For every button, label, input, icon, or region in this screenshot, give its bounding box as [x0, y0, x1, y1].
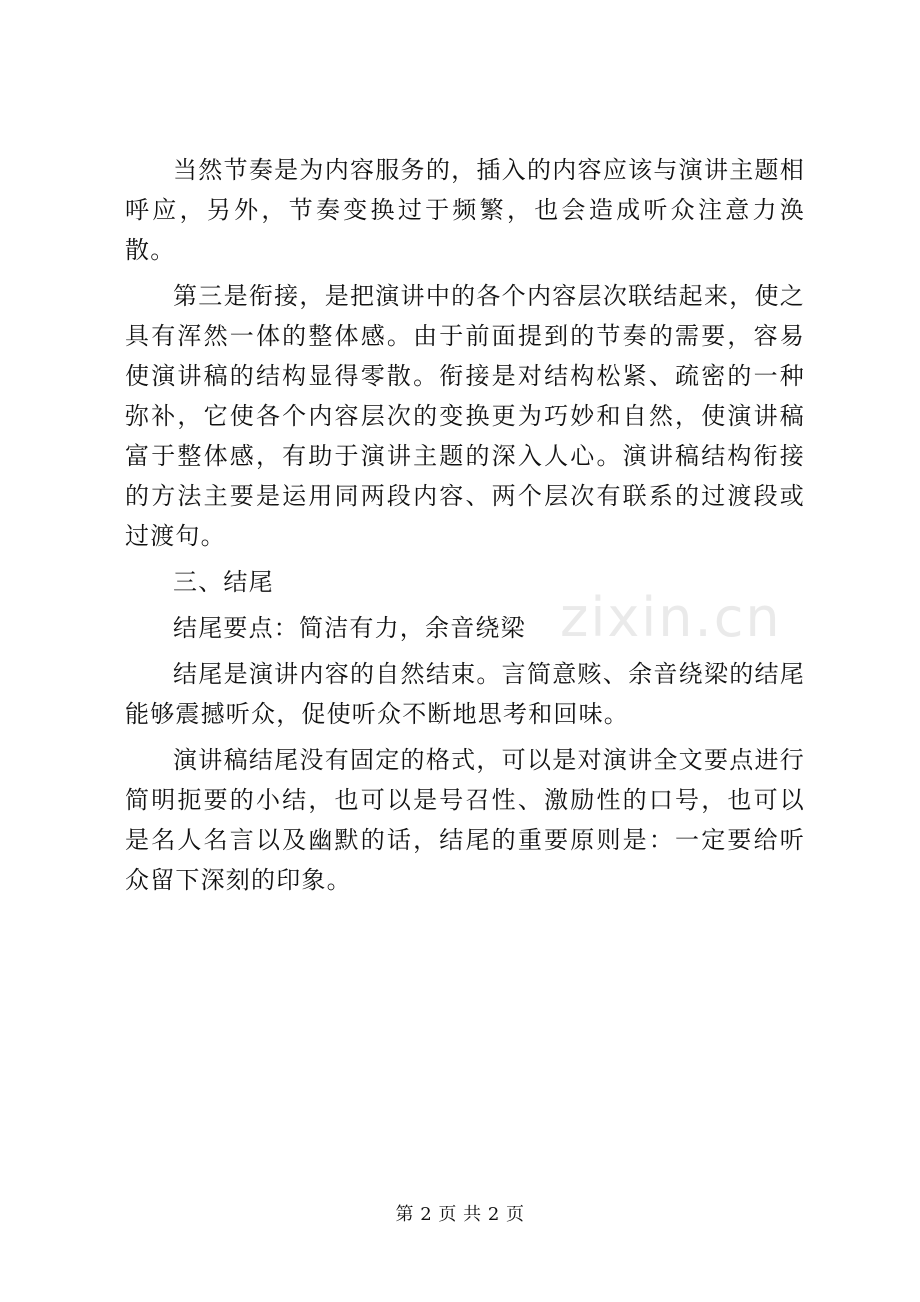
paragraph-transition: 第三是衔接，是把演讲中的各个内容层次联结起来，使之具有浑然一体的整体感。由于前面提到的节奏的需要，容易使演讲稿的结构显得零散。衔接是对结构松紧、疏密的一种弥补，它使各个内容层次的变换更为巧妙和自然，使演讲稿富于整体感，有助于演讲主题的深入人心。演讲稿结构衔接的方法主要是运用同两段内容、两个层次有联系的过渡段或过渡句。 [125, 282, 805, 550]
paragraph-ending-intro: 结尾是演讲内容的自然结束。言简意赅、余音绕梁的结尾能够震撼听众，促使听众不断地思考和回味。 [125, 660, 805, 728]
paragraph-rhythm-note: 当然节奏是为内容服务的，插入的内容应该与演讲主题相呼应，另外，节奏变换过于频繁，也会造成听众注意力涣散。 [125, 156, 805, 264]
section-heading-ending: 三、结尾 [173, 568, 274, 596]
ending-key-points: 结尾要点：简洁有力，余音绕梁 [173, 614, 526, 642]
page-number-footer: 第 2 页 共 2 页 [395, 1204, 525, 1225]
document-body [125, 150, 805, 900]
watermark: zixin.cn [560, 586, 782, 649]
paragraph-ending-format: 演讲稿结尾没有固定的格式，可以是对演讲全文要点进行简明扼要的小结，也可以是号召性、激励性的口号，也可以是名人名言以及幽默的话，结尾的重要原则是：一定要给听众留下深刻的印象。 [125, 746, 805, 894]
